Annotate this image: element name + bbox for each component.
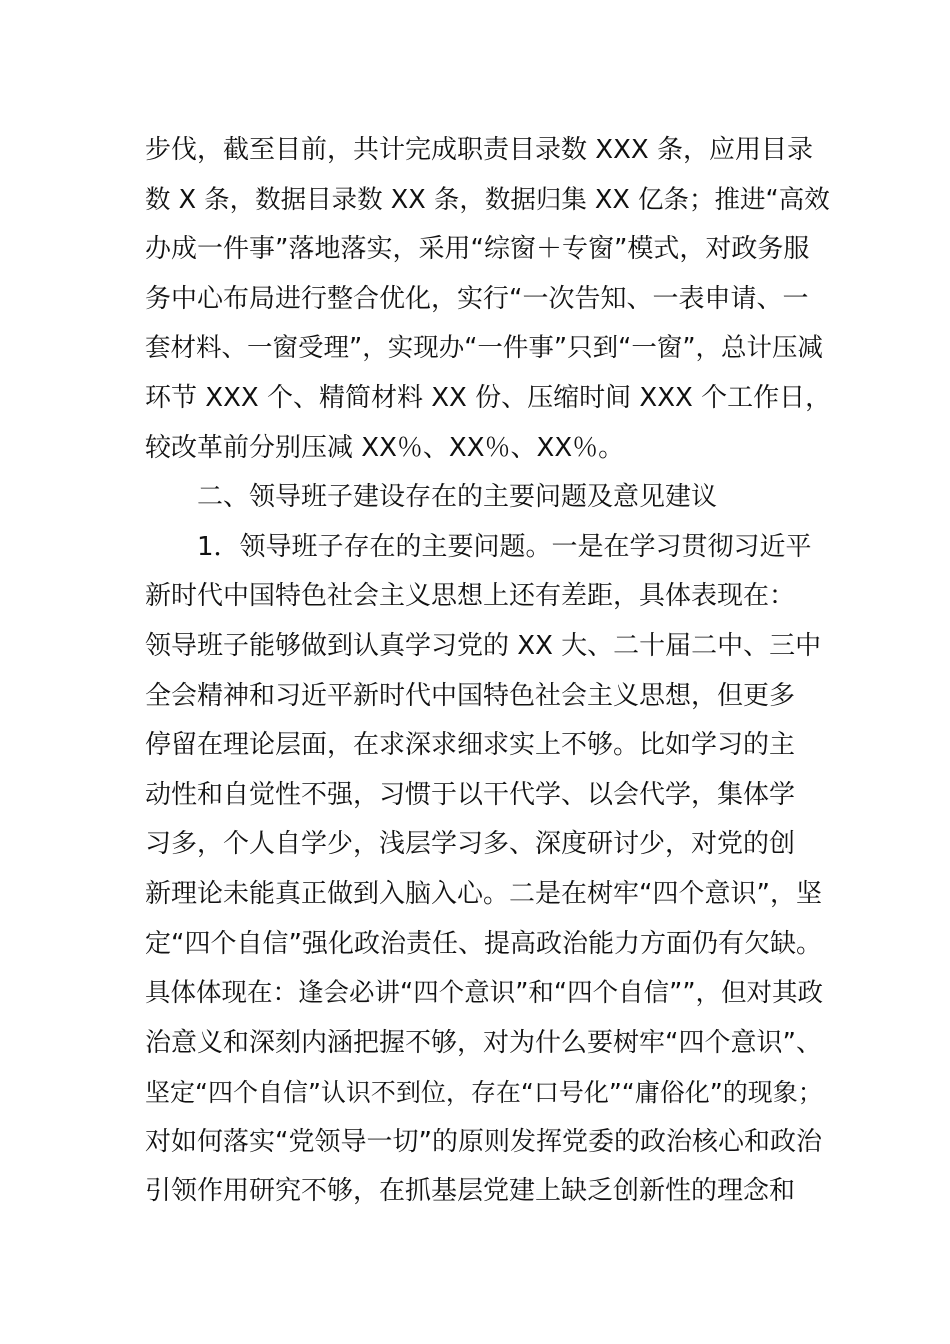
- text-line: 较改革前分别压减 XX％、XX％、XX％。: [145, 432, 625, 463]
- text-line: 习多，个人自学少，浅层学习多、深度研讨少，对党的创: [145, 829, 796, 860]
- text-line: 办成一件事”落地落实，采用“综窗＋专窗”模式，对政务服: [145, 234, 810, 265]
- body-text: [145, 126, 835, 1217]
- text-line: 步伐，截至目前，共计完成职责目录数 XXX 条，应用目录: [145, 135, 813, 165]
- text-line: 引领作用研究不够，在抓基层党建上缺乏创新性的理念和: [145, 1176, 796, 1207]
- text-line: 动性和自觉性不强，习惯于以干代学、以会代学，集体学: [145, 779, 796, 810]
- text-line: 具体体现在：逢会必讲“四个意识”和“四个自信””，但对其政: [145, 978, 824, 1009]
- text-line: 务中心布局进行整合优化，实行“一次告知、一表申请、一: [145, 283, 809, 314]
- text-line: 治意义和深刻内涵把握不够，对为什么要树牢“四个意识”、: [145, 1027, 822, 1058]
- text-line: 新理论未能真正做到入脑入心。二是在树牢“四个意识”，坚: [145, 878, 822, 909]
- text-line: 停留在理论层面，在求深求细求实上不够。比如学习的主: [145, 730, 796, 761]
- text-line: 定“四个自信”强化政治责任、提高政治能力方面仍有欠缺。: [145, 928, 822, 959]
- text-line: 全会精神和习近平新时代中国特色社会主义思想，但更多: [145, 680, 796, 711]
- section-heading: 二、领导班子建设存在的主要问题及意见建议: [197, 482, 718, 513]
- paragraph-start: 1．领导班子存在的主要问题。一是在学习贯彻习近平: [197, 531, 812, 562]
- text-line: 数 X 条，数据目录数 XX 条，数据归集 XX 亿条；推进“高效: [145, 184, 830, 215]
- text-line: 环节 XXX 个、精简材料 XX 份、压缩时间 XXX 个工作日，: [145, 382, 832, 413]
- text-line: 套材料、一窗受理”，实现办“一件事”只到“一窗”，总计压减: [145, 333, 824, 364]
- text-line: 对如何落实“党领导一切”的原则发挥党委的政治核心和政治: [145, 1126, 822, 1157]
- text-line: 坚定“四个自信”认识不到位，存在“口号化”“庸俗化”的现象；: [145, 1078, 823, 1108]
- text-line: 领导班子能够做到认真学习党的 XX 大、二十届二中、三中: [145, 630, 822, 661]
- text-line: 新时代中国特色社会主义思想上还有差距，具体表现在：: [145, 581, 796, 612]
